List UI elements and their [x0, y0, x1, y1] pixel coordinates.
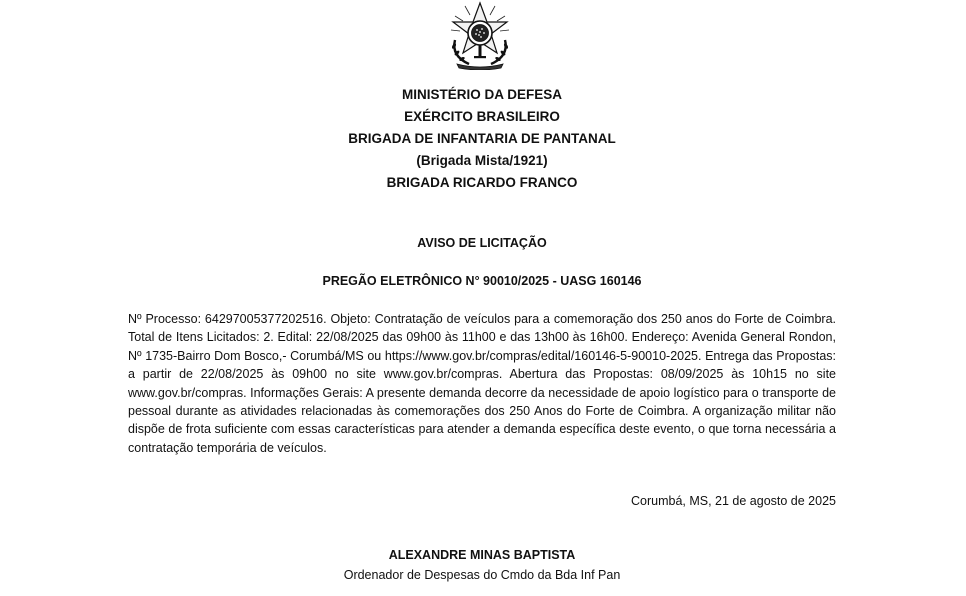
issuer-header	[0, 84, 964, 194]
signer-name: ALEXANDRE MINAS BAPTISTA	[388, 548, 576, 562]
place-and-date: Corumbá, MS, 21 de agosto de 2025	[631, 494, 836, 508]
header-line-historical-name: (Brigada Mista/1921)	[416, 153, 548, 168]
header-line-brigade-honorific: BRIGADA RICARDO FRANCO	[386, 175, 578, 190]
header-line-ministry: MINISTÉRIO DA DEFESA	[401, 87, 562, 102]
header-line-brigade: BRIGADA DE INFANTARIA DE PANTANAL	[348, 131, 616, 146]
signer-role: Ordenador de Despesas do Cmdo da Bda Inf Pan	[343, 568, 621, 582]
notice-body: Nº Processo: 64297005377202516. Objeto: Contratação de veículos para a comemoração dos 250 anos do Forte de Coimbra. Total de Itens Licitados: 2. Edital: 22/08/2025 das 09h00 às 11h00 e das 13h00 às 16h00. Endereço: Avenida General Rondon, Nº 1735-Bairro Dom Bosco,- Corumbá/MS ou https://www.gov.br/compras/edital/160146-5-90010-2025. Entrega das Propostas: a partir de 22/08/2025 às 09h00 no site www.gov.br/compras. Abertura das Propostas: 08/09/2025 às 10h15 no site www.gov.br/compras. Informações Gerais: A presente demanda decorre da necessidade de apoio logístico para o transporte de pessoal durante as atividades relacionadas às comemorações dos 250 Anos do Forte de Coimbra. A organização militar não dispõe de frota suficiente com essas características para atender a demanda específica deste evento, o que torna necessária a contratação temporária de veículos.	[128, 312, 836, 455]
header-line-army: EXÉRCITO BRASILEIRO	[404, 109, 560, 124]
notice-title: AVISO DE LICITAÇÃO	[417, 236, 547, 250]
coat-of-arms-icon	[443, 0, 517, 70]
notice-subtitle: PREGÃO ELETRÔNICO N° 90010/2025 - UASG 160146	[322, 274, 642, 288]
